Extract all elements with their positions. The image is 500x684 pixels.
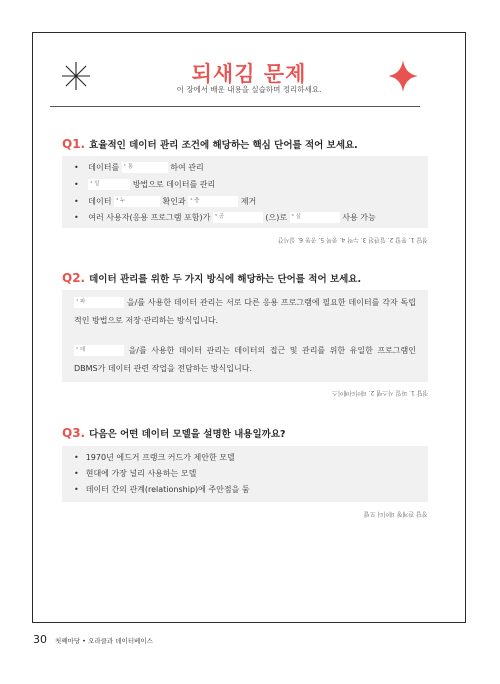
question-1-box [62, 156, 428, 228]
list-item: • 데이터 ³ 누 확인과 ⁴ 충 제거 [74, 196, 256, 207]
header [32, 50, 466, 110]
answer-blank[interactable]: ³ 누 [114, 196, 160, 207]
book-section: 첫째마당 • 오라클과 데이터베이스 [55, 637, 153, 645]
answer-key: 정답 1. 통합 2. 일관된 3. 누락 4. 중복 5. 공동 6. 실시간 [278, 236, 428, 243]
answer-blank[interactable]: ⁵ 공 [213, 212, 263, 223]
question-text: 다음은 어떤 데이터 모델을 설명한 내용일까요? [89, 429, 286, 440]
question-number: Q3. [62, 426, 86, 440]
question-number: Q2. [62, 271, 86, 285]
answer-blank[interactable]: ¹ 통 [122, 162, 168, 173]
list-item: • 여러 사용자(응용 프로그램 포함)가 ⁵ 공 (으)로 ⁶ 실 사용 가능 [74, 212, 376, 223]
page-title: 되새김 문제 [191, 62, 307, 86]
list-item: • ² 일 방법으로 데이터를 관리 [74, 179, 215, 190]
question-number: Q1. [62, 137, 86, 151]
paragraph-2: ² 데 을/를 사용한 데이터 관리는 데이터의 접근 및 관리를 위한 유일한 프로그램인 DBMS가 데이터 관련 작업을 전담하는 방식입니다. [74, 346, 416, 373]
page-number: 30 [33, 633, 47, 646]
header-divider [50, 106, 420, 107]
answer-blank[interactable]: ² 일 [88, 179, 130, 190]
answer-blank[interactable]: ⁶ 실 [290, 212, 340, 223]
answer-blank[interactable]: ¹ 파 [74, 297, 124, 308]
answer-blank[interactable]: ⁴ 충 [188, 196, 238, 207]
list-item: • 데이터를 ¹ 통 하여 관리 [74, 162, 204, 173]
question-2 [62, 271, 361, 285]
answer-key: 정답 1. 파일 시스템 2. 데이터베이스 [331, 389, 428, 396]
list-item: • 데이터 간의 관계(relationship)에 주안점을 둠 [74, 484, 250, 495]
page-footer [33, 633, 153, 646]
answer-blank[interactable]: ² 데 [74, 345, 124, 356]
question-text: 데이터 관리를 위한 두 가지 방식에 해당하는 단어를 적어 보세요. [89, 274, 362, 285]
list-item: • 현대에 가장 널리 사용하는 모델 [74, 468, 196, 479]
list-item: • 1970년 에드거 프랭크 커드가 제안한 모델 [74, 452, 235, 463]
paragraph-1: ¹ 파 을/를 사용한 데이터 관리는 서로 다른 응용 프로그램에 필요한 데이터를 각자 독립적인 방법으로 저장·관리하는 방식입니다. [74, 298, 416, 325]
question-2-box [62, 290, 428, 382]
question-3 [62, 426, 286, 440]
page-subtitle: 이 장에서 배운 내용을 실습하며 정리하세요. [176, 85, 322, 94]
answer-key: 정답 관계형 데이터 모델 [364, 510, 428, 517]
question-1 [62, 137, 358, 151]
sparkle-deco-icon [388, 60, 418, 92]
question-3-box [62, 446, 428, 502]
question-text: 효율적인 데이터 관리 조건에 해당하는 핵심 단어를 적어 보세요. [89, 140, 358, 151]
